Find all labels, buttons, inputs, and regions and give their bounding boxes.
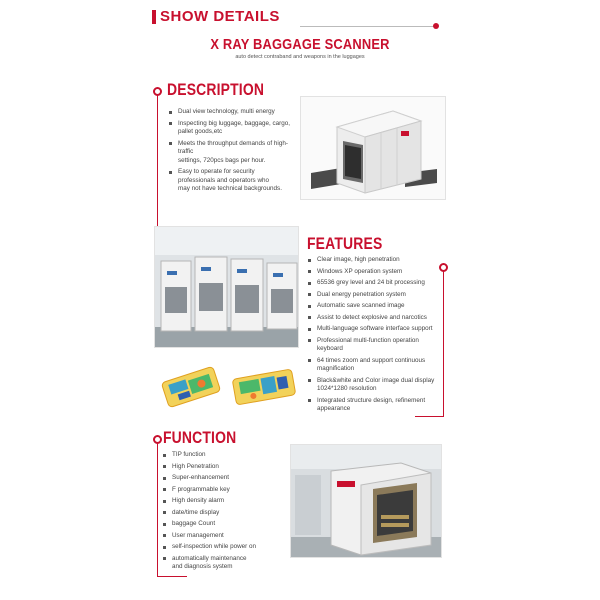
features-heading: FEATURES (307, 234, 383, 253)
feature-item (307, 268, 447, 277)
function-item (162, 509, 282, 518)
xray-scanner-machine-icon (301, 97, 446, 200)
feature-item (307, 256, 447, 265)
description-vertical-line (157, 92, 158, 232)
function-item-text: F programmable key (172, 485, 230, 493)
feature-item (307, 357, 447, 374)
function-item-text: self-inspection while power on (172, 543, 257, 550)
scanner-photo-1 (300, 96, 446, 200)
feature-item-text: Windows XP operation system (317, 267, 403, 275)
feature-item (307, 337, 447, 354)
function-item (162, 463, 282, 472)
feature-item-text: 1024*1280 resolution (317, 385, 377, 392)
color-xray-scan-icon (228, 362, 300, 412)
description-item (168, 168, 303, 194)
function-item-text: User management (172, 531, 224, 539)
description-list (168, 108, 303, 197)
feature-item (307, 314, 447, 323)
color-xray-scan-icon (156, 362, 226, 412)
product-subtitle: auto detect contraband and weapons in the luggages (235, 54, 365, 60)
xray-scan-image-2 (228, 362, 300, 412)
function-item-text: automatically maintenance (172, 554, 247, 562)
feature-item-text: Integrated structure design, refinement (317, 396, 426, 404)
function-heading: FUNCTION (163, 428, 237, 447)
scanner-production-line-icon (155, 227, 299, 348)
feature-item-text: keyboard (317, 345, 343, 352)
feature-item (307, 291, 447, 300)
feature-item (307, 279, 447, 288)
feature-item-text: Multi-language software interface support (317, 325, 433, 332)
function-item-text: baggage Count (172, 520, 216, 527)
function-corner-line (157, 576, 187, 577)
feature-item-text: Clear image, high penetration (317, 256, 400, 263)
product-title: X RAY BAGGAGE SCANNER (210, 36, 390, 53)
feature-item (307, 377, 447, 394)
function-list (162, 451, 282, 575)
feature-item (307, 397, 447, 414)
description-item-text: Meets the throughput demands of high-traffic (178, 139, 288, 155)
description-marker (153, 87, 162, 96)
function-item-text: TIP function (172, 451, 206, 458)
function-marker (153, 435, 162, 444)
feature-item-text: Professional multi-function operation (317, 336, 419, 344)
function-item (162, 532, 282, 541)
xray-scan-image-1 (156, 362, 226, 412)
header-divider (300, 26, 435, 27)
factory-photo (154, 226, 299, 348)
description-item-text: professionals and operators who (178, 176, 270, 184)
function-item (162, 451, 282, 460)
description-heading: DESCRIPTION (167, 80, 265, 99)
function-item-text: High Penetration (172, 462, 219, 470)
function-item-text: Super-enhancement (172, 474, 230, 481)
function-item (162, 497, 282, 506)
header-accent-bar (152, 10, 156, 24)
function-item (162, 486, 282, 495)
description-item-text: may not have technical backgrounds. (178, 185, 282, 192)
features-list (307, 256, 447, 417)
function-item-text: date/time display (172, 508, 220, 516)
description-item-text: Easy to operate for security (178, 168, 255, 175)
description-item-text: settings, 720pcs bags per hour. (178, 156, 266, 164)
description-item (168, 120, 303, 137)
description-item-text: pallet goods,etc (178, 128, 223, 135)
function-vertical-line (157, 440, 158, 576)
function-item (162, 520, 282, 529)
feature-item-text: magnification (317, 365, 355, 372)
description-item (168, 140, 303, 166)
feature-item-text: Assist to detect explosive and narcotics (317, 313, 427, 321)
show-details-title: SHOW DETAILS (160, 8, 280, 25)
function-item (162, 543, 282, 552)
feature-item-text: appearance (317, 405, 351, 412)
feature-item-text: 64 times zoom and support continuous (317, 356, 426, 364)
function-item (162, 474, 282, 483)
feature-item-text: 65536 grey level and 24 bit processing (317, 279, 425, 286)
header-divider-dot (433, 23, 439, 29)
function-item-text: High density alarm (172, 497, 225, 504)
description-item-text: Inspecting big luggage, baggage, cargo, (178, 119, 291, 127)
description-item-text: Dual view technology, multi energy (178, 108, 275, 115)
xray-scanner-open-tunnel-icon (291, 445, 442, 558)
feature-item (307, 325, 447, 334)
feature-item-text: Dual energy penetration system (317, 290, 406, 298)
feature-item (307, 302, 447, 311)
function-item-text: and diagnosis system (172, 563, 233, 570)
description-item (168, 108, 303, 117)
scanner-photo-2 (290, 444, 442, 558)
feature-item-text: Black&white and Color image dual display (317, 376, 435, 384)
function-item (162, 555, 282, 572)
feature-item-text: Automatic save scanned image (317, 302, 405, 309)
